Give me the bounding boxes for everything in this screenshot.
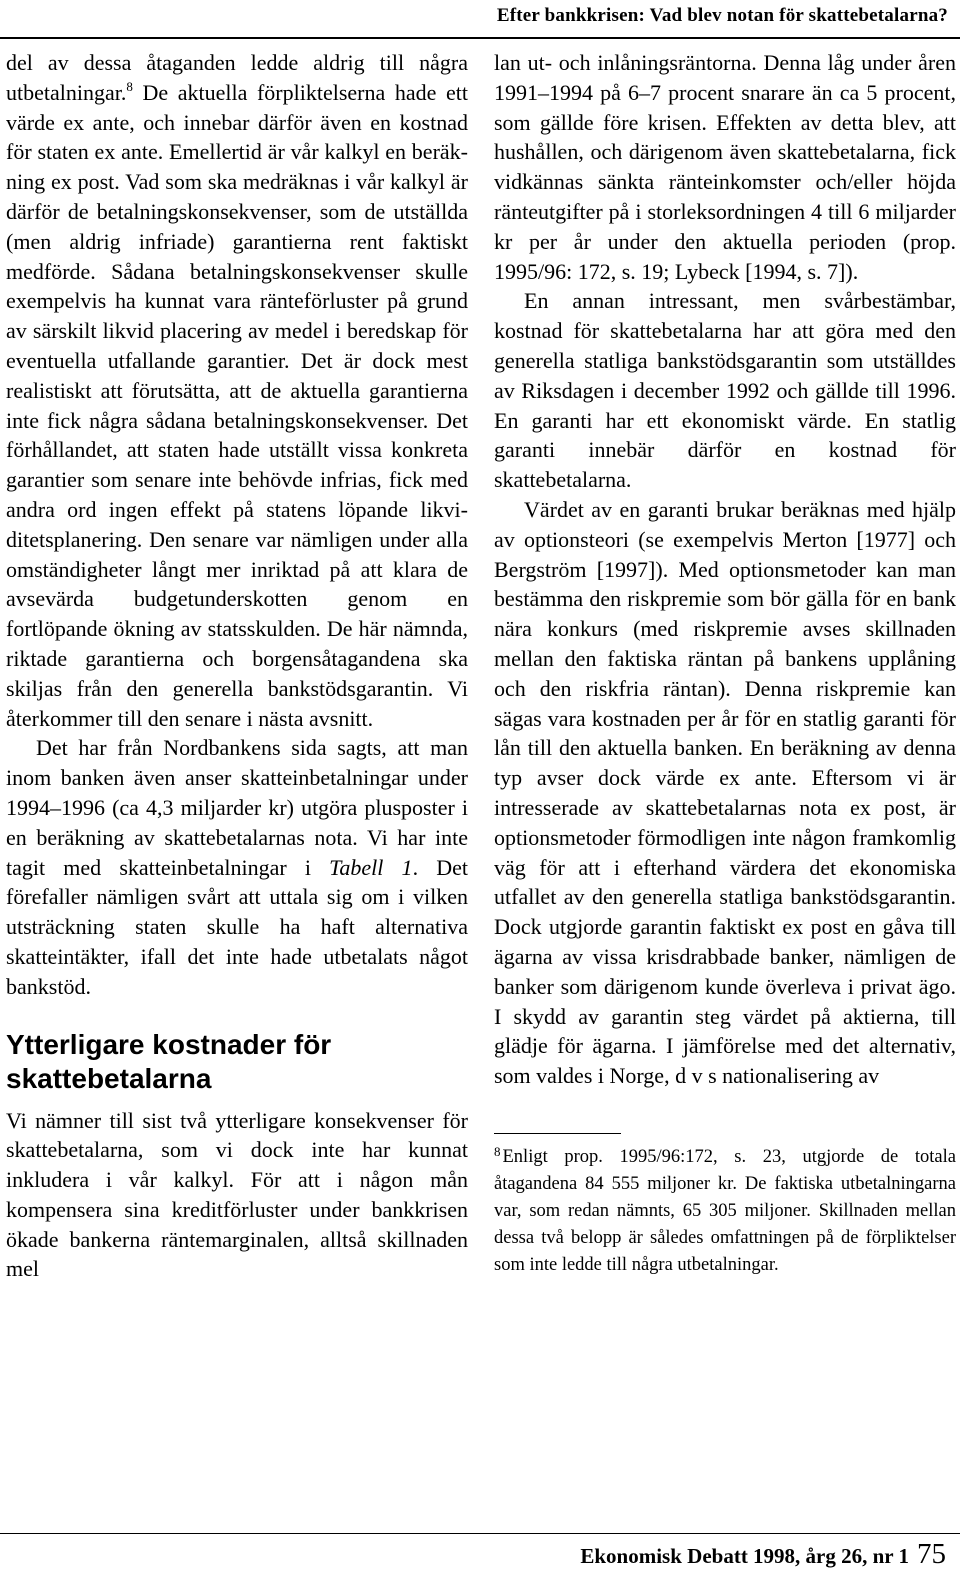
running-head: Efter bankkrisen: Vad blev notan för skattebetalarna?	[496, 5, 948, 26]
paragraph: Värdet av en garanti brukar beräknas med hjälp av optionsteori (se exempelvis Merton [1977] och Bergström [1997]). Med optionsmetoder kan man bestämma den riskpremie som bör gälla för en bank nära konkurs (med riskpremie avses skillnaden mellan den faktiska räntan på bankens upplåning och den riskfria räntan). Denna riskpremie kan sägas vara kostnaden per år för en statlig garanti för lån till den aktuella banken. En beräkning av denna typ avser dock värde ex ante. Eftersom vi är intresserade av skattebetalarnas nota ex post, är optionsmetoder förmodligen inte någon framkomlig väg för att i efterhand värdera det ekonomiska utfallet av den generella statliga bankstödsgarantin. Dock utgjorde garantin faktiskt ex post en gåva till ägarna av vissa krisdrabbade banker, nämligen de banker som därigenom kunde överleva i privat ägo. I skydd av garantin steg värdet på aktierna, till glädje för ägarna. I jämförelse med det alternativ, som valdes i Norge, d v s nationalisering av	[494, 496, 956, 1089]
paragraph: lan ut- och inlåningsräntorna. Denna låg under åren 1991–1994 på 6–7 procent snarare än ca 5 procent, som gällde före krisen. Effekten av detta blev, att hushållen, och därigenom även skattebetalarna, fick vidkännas sänkta ränteinkomster och/eller höjda ränteutgifter på i storleksordningen 4 till 6 miljarder kr per år under den aktuella perioden (prop. 1995/96: 172, s. 19; Lybeck [1994, s. 7]).	[494, 50, 956, 284]
footnote-text: Enligt prop. 1995/96:172, s. 23, utgjorde de totala åtagandena 84 555 miljoner kr. De faktiska utbetalningarna var, som redan nämnts, 65 305 miljoner. Skillnaden mellan dessa två belopp är således omfattningen på de förpliktelser som inte ledde till några utbetalningar.	[494, 1146, 956, 1275]
paragraph: En annan intressant, men svårbestämbar, kostnad för skattebetalarna har att göra med den generella statliga bankstödsgarantin som utställdes av Riksdagen i december 1992 och gällde till 1996. En garanti har ett ekonomiskt värde. En statlig garanti innebär därför en kostnad för skattebetalarna.	[494, 288, 956, 493]
left-column	[6, 48, 468, 1284]
page-number: 75	[917, 1538, 946, 1570]
paragraph-text: . Det förefaller nämligen svårt att uttala sig om i vilken utsträckning staten skulle ha haft alternativa skatteintäkter, ifall det inte hade utbetalats något bankstöd.	[6, 854, 468, 999]
header-rule	[0, 37, 960, 39]
paragraph	[6, 733, 468, 1001]
footnote	[494, 1144, 956, 1279]
journal-citation: Ekonomisk Debatt 1998, årg 26, nr 1	[580, 1544, 909, 1568]
footnote-number: 8	[494, 1143, 501, 1159]
footer-rule	[0, 1533, 960, 1534]
paragraph-text: De aktuella förpliktelserna hade ett värde ex ante, och innebar därför även en kostnad för staten ex ante. Emellertid är vår kalkyl en beräkning ex post. Vad som ska medräknas i vår kalkyl är därför de betalningskonsekvenser, som de utställda (men aldrig infriade) garantierna rent faktiskt medförde. Sådana betalningskonsekvenser skulle exempelvis ha kunnat vara ränteförluster på grund av särskilt likvid placering av medel i beredskap för eventuella utfallande garantier. Det är dock mest realistiskt att förutsätta, att de aktuella garantierna inte fick några sådana betalningskonsekvenser. Det förhållandet, att staten hade utställt vissa konkreta garantier som senare inte behövde infrias, fick med andra ord ingen effekt på statens löpande likviditetsplanering. Den senare var nämligen under alla omständigheter långt mer inriktad på att klara de avsevärda budgetunderskotten genom en fortlöpande ökning av statsskulden. De här nämnda, riktade garantierna och borgensåtagandena ska skiljas från den generella bankstödsgarantin. Vi återkommer till den senare i nästa avsnitt.	[6, 79, 468, 731]
paragraph	[6, 48, 468, 733]
table-reference: Tabell 1	[329, 854, 413, 880]
paragraph-text: Det har från Nordbankens sida sagts, att man inom banken även anser skatteinbetalningar under 1994–1996 (ca 4,3 miljarder kr) utgöra plusposter i en beräkning av skattebetalarnas nota. Vi har inte tagit med skatteinbetalningar i	[6, 735, 468, 880]
right-column	[494, 48, 956, 1279]
footnote-rule	[494, 1133, 621, 1134]
section-heading: Ytterligare kostnader för skattebetalarna	[6, 1028, 332, 1094]
paragraph-text: del av dessa åtaganden ledde aldrig till några utbetalningar.	[6, 50, 468, 105]
paragraph: Vi nämner till sist två ytterligare konsekvenser för skattebetalarna, som vi dock inte har kunnat inkludera i vår kalkyl. För att i någon mån kompensera sina kreditförluster under bankkrisen ökade bankerna räntemarginalen, alltså skillnaden mel	[6, 1107, 468, 1282]
footnote-reference: 8	[126, 78, 133, 94]
footer	[580, 1538, 946, 1571]
